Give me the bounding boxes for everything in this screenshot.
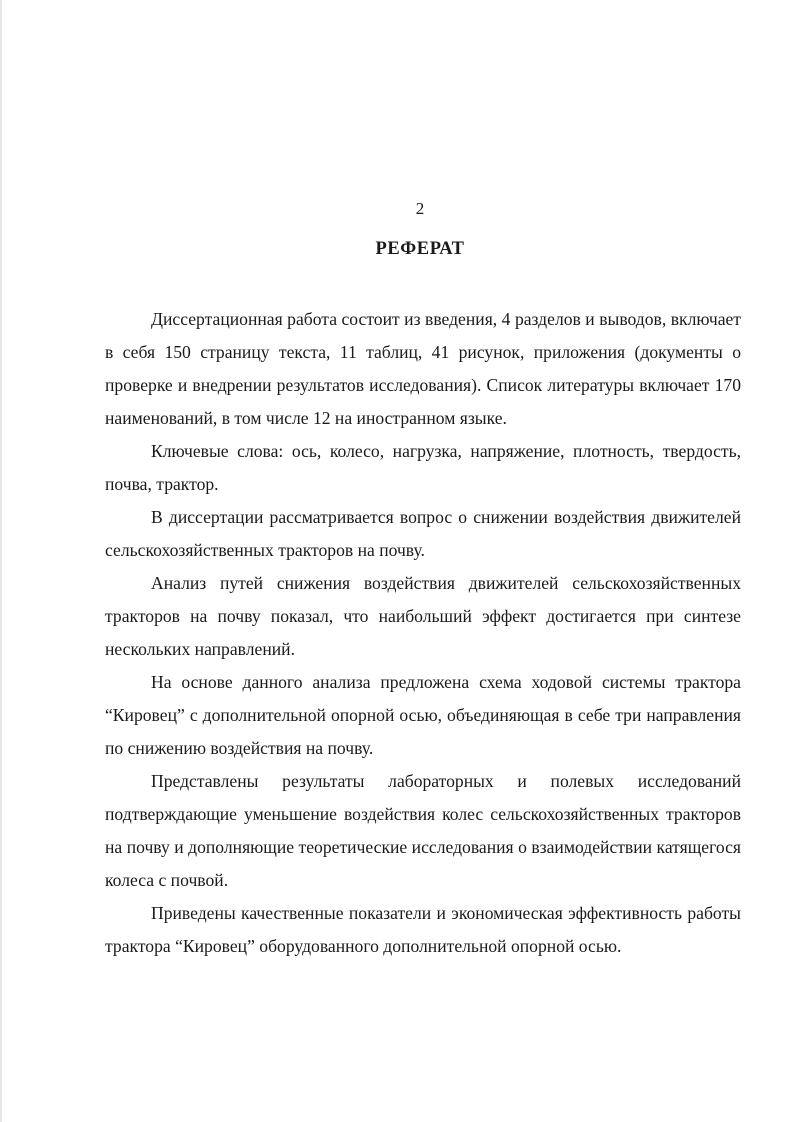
abstract-body bbox=[105, 303, 741, 963]
paragraph-results: Представлены результаты лабораторных и полевых исследований подтверждающие уменьшение воздействия колес сельскохозяйственных тракторов на почву и дополняющие теоретические исследования о взаимодействии катящегося колеса с почвой. bbox=[105, 771, 741, 890]
page-number: 2 bbox=[415, 199, 425, 218]
page-title: РЕФЕРАТ bbox=[375, 239, 465, 259]
paragraph-scheme: На основе данного анализа предложена схема ходовой системы трактора “Кировец” с дополнительной опорной осью, объединяющая в себе три направления по снижению воздействия на почву. bbox=[105, 672, 741, 758]
paragraph-analysis: Анализ путей снижения воздействия движителей сельскохозяйственных тракторов на почву показал, что наибольший эффект достигается при синтезе нескольких направлений. bbox=[105, 573, 741, 659]
scan-edge bbox=[0, 0, 2, 1122]
paragraph-efficiency: Приведены качественные показатели и экономическая эффективность работы трактора “Кировец” оборудованного дополнительной опорной осью. bbox=[105, 903, 741, 956]
paragraph-keywords: Ключевые слова: ось, колесо, нагрузка, напряжение, плотность, твердость, почва, трактор. bbox=[105, 441, 741, 494]
paragraph-topic: В диссертации рассматривается вопрос о снижении воздействия движителей сельскохозяйственных тракторов на почву. bbox=[105, 507, 741, 560]
paragraph-structure: Диссертационная работа состоит из введения, 4 разделов и выводов, включает в себя 150 страницу текста, 11 таблиц, 41 рисунок, приложения (документы о проверке и внедрении результатов исследования). Список литературы включает 170 наименований, в том числе 12 на иностранном языке. bbox=[105, 309, 741, 428]
